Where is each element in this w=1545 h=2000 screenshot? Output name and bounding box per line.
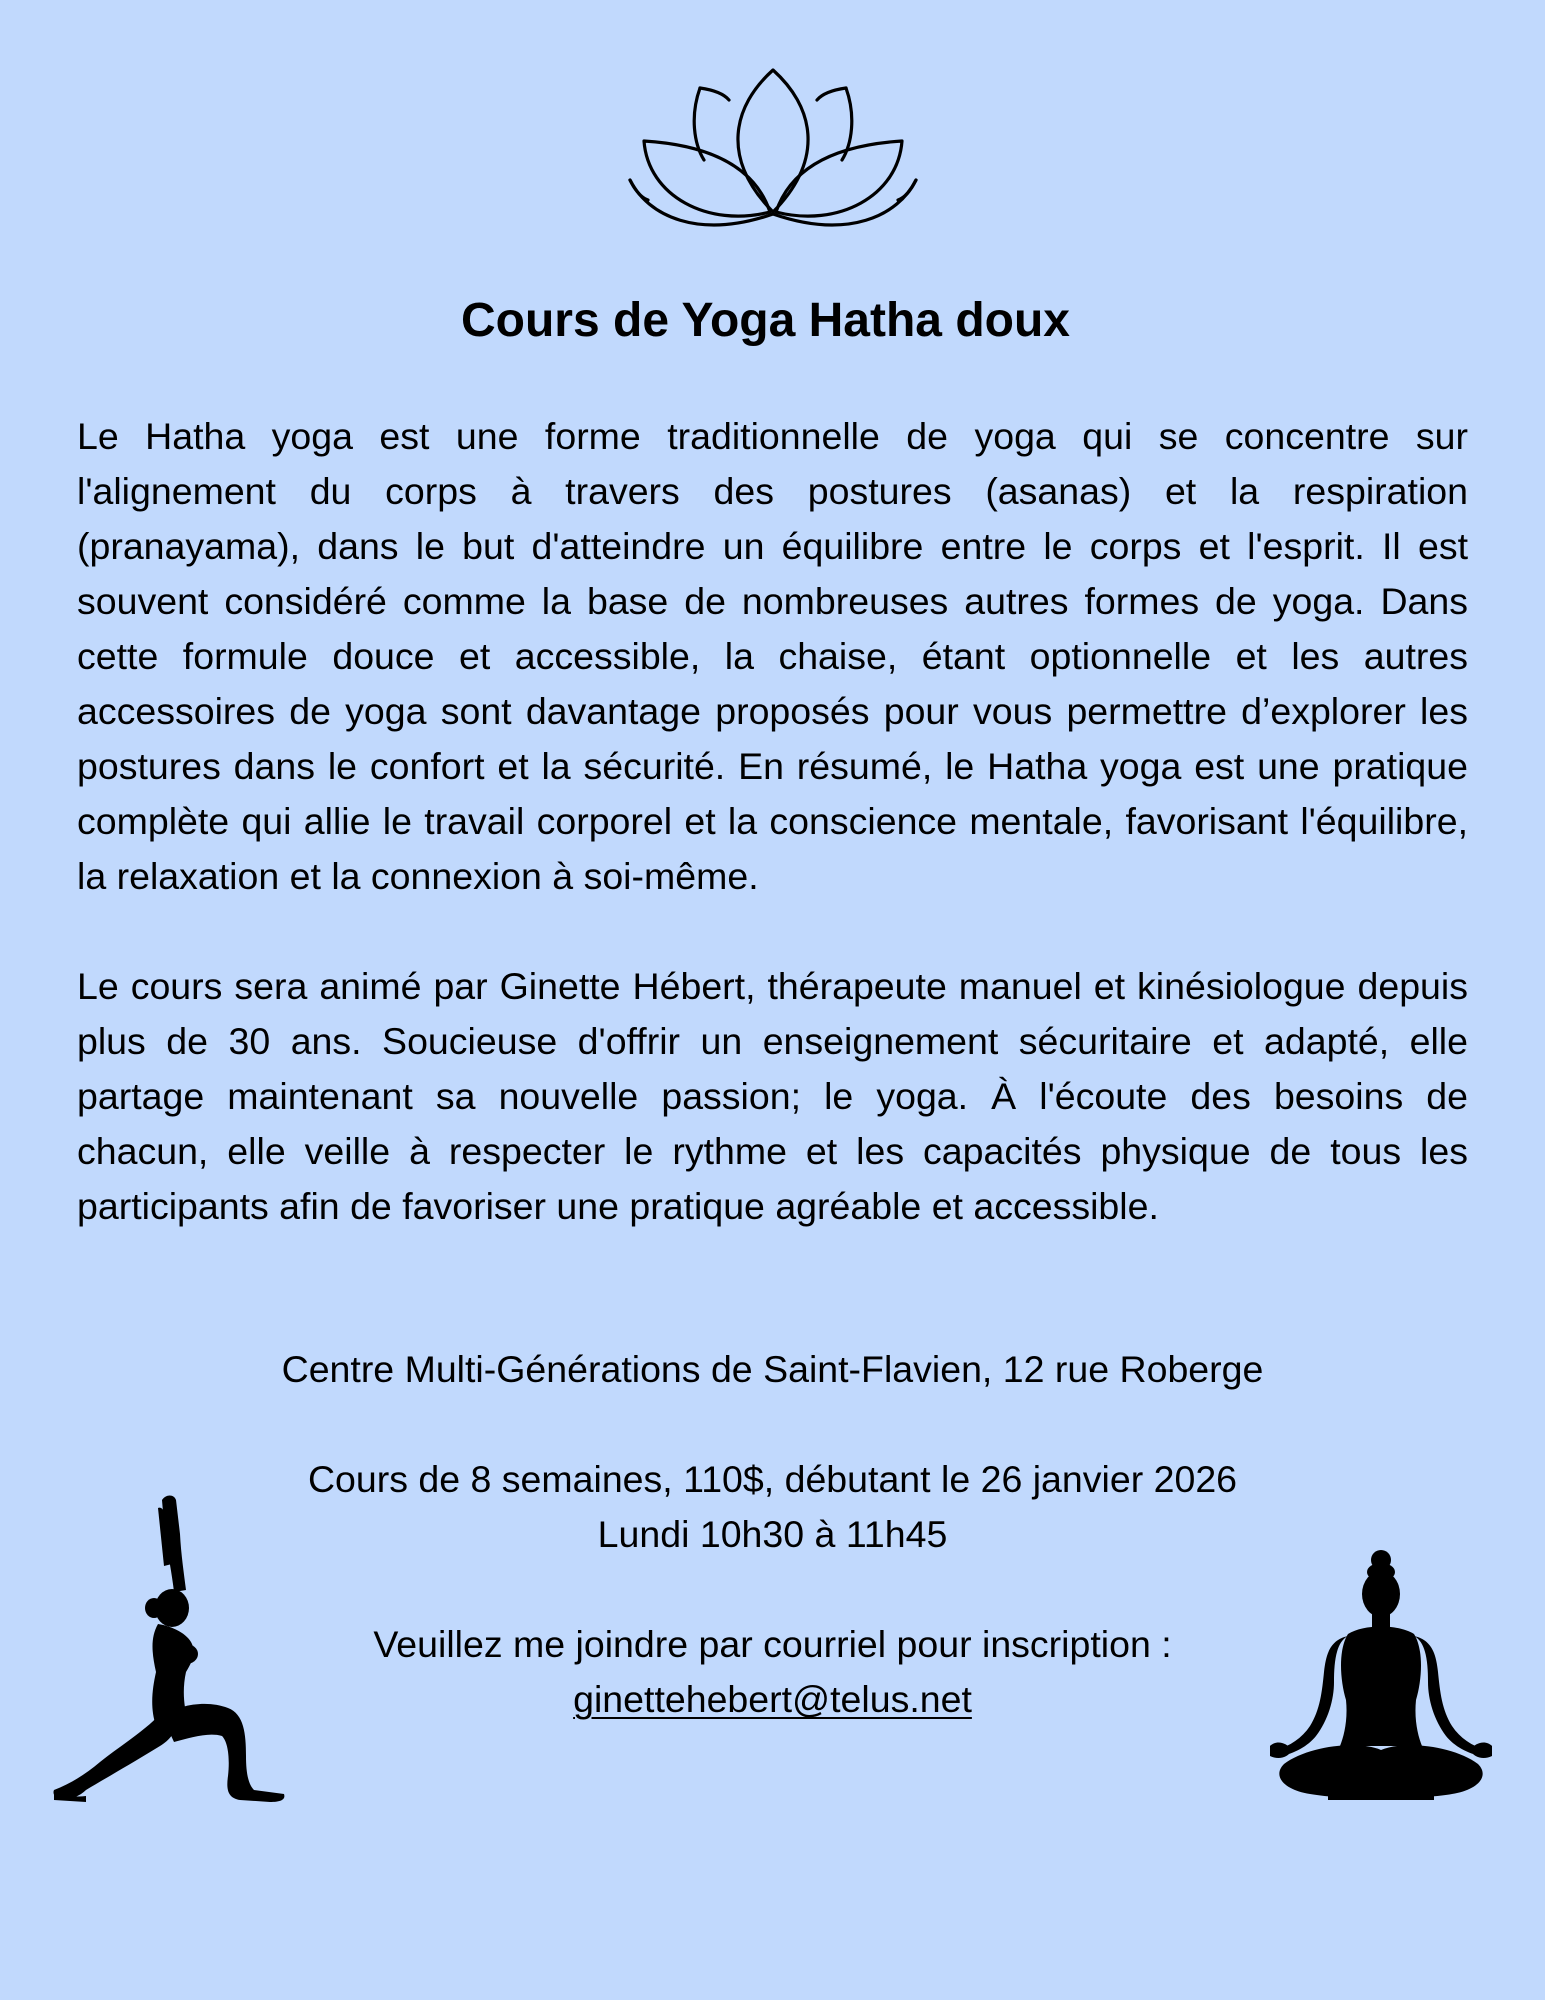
location-address: Centre Multi-Générations de Saint-Flavien, 12 rue Roberge	[281, 1348, 1264, 1390]
page-title: Cours de Yoga Hatha doux	[461, 294, 1070, 347]
course-schedule: Lundi 10h30 à 11h45	[597, 1513, 948, 1555]
lotus-flower-icon	[628, 66, 918, 242]
warrior-pose-silhouette-icon	[50, 1494, 286, 1802]
description-paragraph: Le Hatha yoga est une forme traditionnelle de yoga qui se concentre sur l'alignement du corps à travers des postures (asanas) et la respiration (pranayama), dans le but d'atteindre un équilibre entre le corps et l'esprit. Il est souvent considéré comme la base de nombreuses autres formes de yoga. Dans cette formule douce et accessible, la chaise, étant optionnelle et les autres accessoires de yoga sont davantage proposés pour vous permettre d’explorer les postures dans le confort et la sécurité. En résumé, le Hatha yoga est une pratique complète qui allie le travail corporel et la conscience mentale, favorisant l'équilibre, la relaxation et la connexion à soi-même.	[77, 415, 1468, 897]
lotus-pose-silhouette-icon	[1268, 1550, 1494, 1802]
instructor-paragraph: Le cours sera animé par Ginette Hébert, thérapeute manuel et kinésiologue depuis plus de 30 ans. Soucieuse d'offrir un enseignement sécuritaire et adapté, elle partage maintenant sa nouvelle passion; le yoga. À l'écoute des besoins de chacun, elle veille à respecter le rythme et les capacités physique de tous les participants afin de favoriser une pratique agréable et accessible.	[77, 965, 1468, 1227]
contact-prompt: Veuillez me joindre par courriel pour inscription :	[373, 1623, 1172, 1665]
email-link[interactable]: ginettehebert@telus.net	[573, 1678, 972, 1720]
course-info: Cours de 8 semaines, 110$, débutant le 26 janvier 2026	[307, 1458, 1238, 1500]
